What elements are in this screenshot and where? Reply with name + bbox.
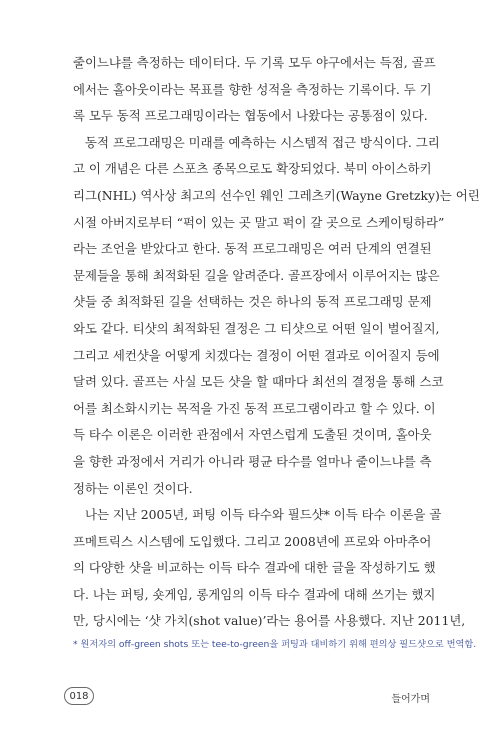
footnote: * 원저자의 off-green shots 또는 tee-to-green을 퍼팅과 대비하기 위해 편의상 필드샷으로 번역함. — [73, 639, 477, 650]
text-line: 만, 당시에는 ‘샷 가치(shot value)’라는 용어를 사용했다. 지난 2011년, — [73, 613, 466, 629]
text-line: 득 타수 이론은 이러한 관점에서 자연스럽게 도출된 것이며, 홀아웃 — [73, 427, 432, 443]
text-line: 정하는 이론인 것이다. — [73, 480, 193, 496]
body-text — [73, 50, 480, 635]
text-line: 줄이느냐를 측정하는 데이터다. 두 기록 모두 야구에서는 득점, 골프 — [73, 55, 436, 70]
text-line: 샷들 중 최적화된 길을 선택하는 것은 하나의 동적 프로그래밍 문제 — [73, 294, 432, 310]
page-number: 018 — [64, 687, 94, 705]
text-line: 어를 최소화시키는 목적을 가진 동적 프로그램이라고 할 수 있다. 이 — [73, 400, 436, 416]
text-line: 에서는 홀아웃이라는 목표를 향한 성적을 측정하는 기록이다. 두 기 — [73, 81, 432, 97]
text-line: 을 향한 과정에서 거리가 아니라 평균 타수를 얼마나 줄이느냐를 측 — [73, 453, 432, 469]
text-line: 프메트릭스 시스템에 도입했다. 그리고 2008년에 프로와 아마추어 — [73, 533, 432, 549]
text-line: 문제들을 통해 최적화된 길을 알려준다. 골프장에서 이루어지는 많은 — [73, 267, 440, 283]
text-line: 라는 조언을 받았다고 한다. 동적 프로그래밍은 여러 단계의 연결된 — [73, 241, 432, 257]
text-line: 고 이 개념은 다른 스포츠 종목으로도 확장되었다. 북미 아이스하키 — [73, 161, 432, 177]
text-line: 록 모두 동적 프로그래밍이라는 협동에서 나왔다는 공통점이 있다. — [73, 108, 428, 124]
text-line: 나는 지난 2005년, 퍼팅 이득 타수와 필드샷* 이득 타수 이론을 골 — [85, 507, 442, 523]
text-line: 의 다양한 샷을 비교하는 이득 타수 결과에 대한 글을 작성하기도 했 — [73, 560, 436, 576]
text-line: 동적 프로그래밍은 미래를 예측하는 시스템적 접근 방식이다. 그리 — [85, 134, 440, 150]
text-line: 리그(NHL) 역사상 최고의 선수인 웨인 그레츠키(Wayne Gretzky)는 어린 — [73, 187, 480, 203]
text-line: 그리고 세컨샷을 어떻게 치겠다는 결정이 어떤 결과로 이어질지 등에 — [73, 347, 440, 363]
text-line: 시절 아버지로부터 “퍽이 있는 곳 말고 퍽이 갈 곳으로 스케이팅하라” — [73, 214, 445, 230]
text-line: 와도 같다. 티샷의 최적화된 결정은 그 티샷으로 어떤 일이 벌어질지, — [73, 320, 440, 336]
text-line: 달려 있다. 골프는 사실 모든 샷을 할 때마다 최선의 결정을 통해 스코 — [73, 374, 444, 390]
running-head: 들어가며 — [391, 694, 430, 705]
text-line: 다. 나는 퍼팅, 숏게임, 롱게임의 이득 타수 결과에 대해 쓰기는 했지 — [73, 586, 436, 602]
